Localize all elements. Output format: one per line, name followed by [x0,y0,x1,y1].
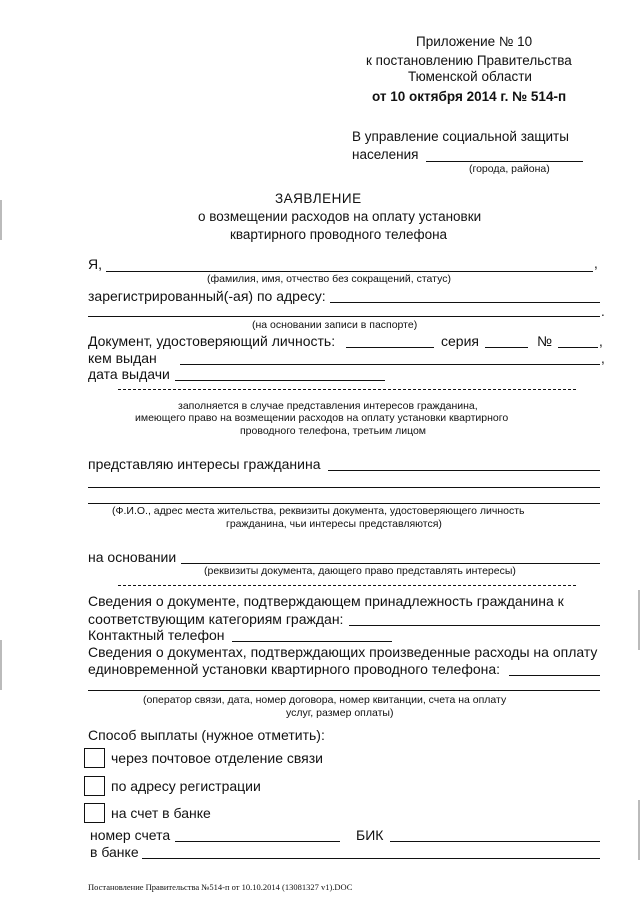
citizen-hint-2: гражданина, чьи интересы представляются) [226,518,442,530]
document-subtitle-2: квартирного проводного телефона [230,227,448,242]
addressee-line2: населения [352,147,419,162]
category-document-line2: соответствующим категориям граждан: [88,611,344,627]
basis-field[interactable] [181,563,600,564]
document-title: ЗАЯВЛЕНИЕ [275,191,362,206]
full-name-hint: (фамилия, имя, отчество без сокращений, статус) [207,273,451,285]
expenses-hint-2: услуг, размер оплаты) [286,707,394,719]
account-number-label: номер счета [90,827,171,843]
citizen-field-1[interactable] [328,470,600,471]
bank-name-field[interactable] [142,858,600,859]
comma: , [594,256,598,271]
expenses-line1: Сведения о документах, подтверждающих произведенные расходы на оплату [88,644,598,660]
post-office-checkbox[interactable] [84,748,105,768]
address-field-2[interactable] [88,316,600,317]
representative-note-1: заполняется в случае представления интересов гражданина, [178,400,478,412]
post-office-option: через почтовое отделение связи [111,750,323,766]
expenses-field-2[interactable] [88,690,600,691]
expenses-field-1[interactable] [509,675,600,676]
issued-by-field[interactable] [180,364,600,365]
scan-edge-mark [0,640,2,690]
comma: , [601,351,605,366]
representative-note-3: проводного телефона, третьим лицом [240,425,427,437]
category-document-field[interactable] [349,625,600,626]
identity-document-label: Документ, удостоверяющий личность: [88,333,336,349]
account-number-field[interactable] [175,841,340,842]
passport-hint: (на основании записи в паспорте) [252,319,418,331]
representative-note-2: имеющего право на возмещении расходов на оплату установки квартирного [135,412,509,424]
footer-file-reference: Постановление Правительства №514-п от 10.10.2014 (13081327 v1).DOC [88,882,353,892]
resolution-reference: к постановлению Правительства [366,53,572,68]
address-field-1[interactable] [330,302,600,303]
citizen-hint-1: (Ф.И.О., адрес места жительства, реквизиты документа, удостоверяющего личность [112,505,525,517]
basis-label: на основании [88,549,177,565]
document-subtitle-1: о возмещении расходов на оплату установки [198,209,482,224]
resolution-date-number: от 10 октября 2014 г. № 514-п [372,89,567,104]
bank-label: в банке [90,844,139,860]
registration-address-option: по адресу регистрации [111,778,261,794]
i-label: Я, [88,256,102,272]
full-name-field[interactable] [106,271,593,272]
addressee-line1: В управление социальной защиты [352,129,569,144]
basis-hint: (реквизиты документа, дающего право представлять интересы) [204,565,516,577]
bik-field[interactable] [390,841,600,842]
section-separator [118,585,576,586]
number-label: № [537,333,553,349]
bank-account-option: на счет в банке [111,805,211,821]
issue-date-field[interactable] [175,380,385,381]
expenses-line2: единовременной установки квартирного проводного телефона: [88,661,501,677]
region-name: Тюменской области [408,69,532,84]
issued-by-label: кем выдан [88,350,157,366]
issue-date-label: дата выдачи [88,366,170,382]
number-field[interactable] [558,347,598,348]
citizen-field-2[interactable] [88,487,600,488]
appendix-number: Приложение № 10 [416,34,533,49]
series-field[interactable] [485,347,528,348]
period: . [601,304,605,319]
expenses-hint-1: (оператор связи, дата, номер договора, номер квитанции, счета на оплату [143,694,507,706]
category-document-line1: Сведения о документе, подтверждающем принадлежность гражданина к [88,593,564,609]
represent-interests-label: представляю интересы гражданина [88,456,321,472]
registration-address-checkbox[interactable] [84,776,105,796]
series-label: серия [441,333,479,349]
contact-phone-label: Контактный телефон [88,627,225,643]
payment-method-label: Способ выплаты (нужное отметить): [88,727,325,743]
city-district-field[interactable] [426,161,583,162]
citizen-field-3[interactable] [88,503,600,504]
bank-account-checkbox[interactable] [84,803,105,823]
city-district-hint: (города, района) [469,163,550,175]
section-separator [118,389,576,390]
scan-edge-mark [0,200,2,240]
address-label: зарегистрированный(-ая) по адресу: [88,288,326,304]
document-type-field[interactable] [346,347,434,348]
comma: , [599,334,603,349]
contact-phone-field[interactable] [232,641,392,642]
bik-label: БИК [356,827,384,843]
